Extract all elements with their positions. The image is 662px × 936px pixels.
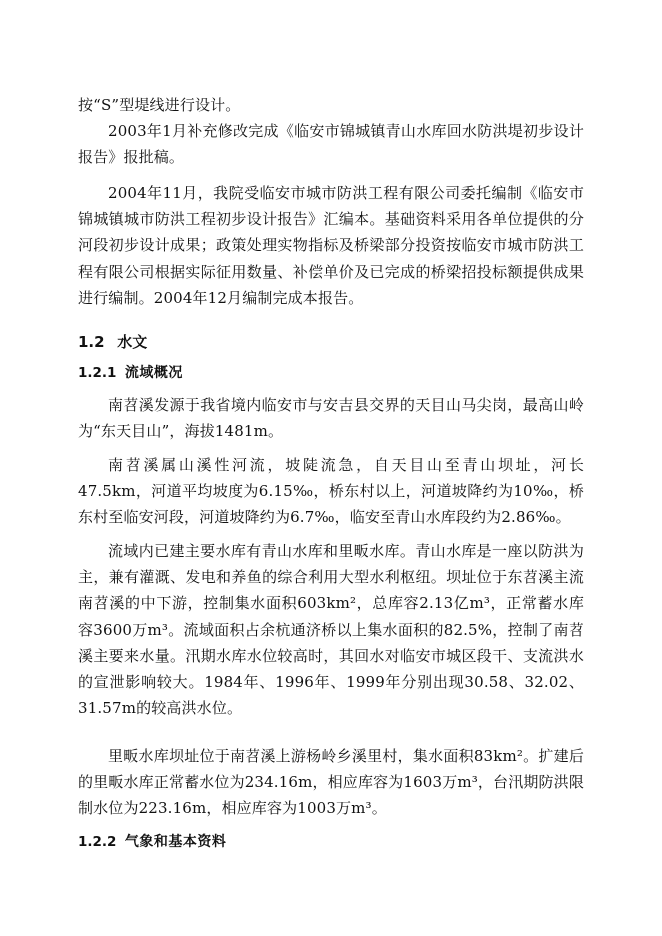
section-title: 水文	[117, 333, 148, 351]
subsection-title: 流域概况	[124, 365, 183, 381]
paragraph-lifan-reservoir: 里畈水库坝址位于南苕溪上游杨岭乡溪里村，集水面积83km²。扩建后的里畈水库正常蓄水位为234.16m，相应库容为1603万m³，台汛期防洪限制水位为223.16m，相应库容为1003万m³。	[78, 747, 584, 818]
section-number: 1.2	[78, 333, 105, 351]
paragraph-design-line: 按“S”型堤线进行设计。	[78, 96, 241, 114]
section-heading-hydrology	[78, 331, 147, 353]
paragraph-2004-report: 2004年11月，我院受临安市城市防洪工程有限公司委托编制《临安市锦城镇城市防洪工程初步设计报告》汇编本。基础资料采用各单位提供的分河段初步设计成果；政策处理实物指标及桥梁部分投资按临安市城市防洪工程有限公司根据实际征用数量、补偿单价及已完成的桥梁招投标额提供成果进行编制。2004年12月编制完成本报告。	[78, 184, 584, 307]
paragraph-2003-report: 2003年1月补充修改完成《临安市锦城镇青山水库回水防洪堤初步设计报告》报批稿。	[78, 122, 584, 167]
paragraph-source: 南苕溪发源于我省境内临安市与安吉县交界的天目山马尖岗，最高山岭为“东天目山”，海拔1481m。	[78, 396, 584, 441]
subsection-title: 气象和基本资料	[124, 834, 227, 850]
paragraph-reservoirs: 流域内已建主要水库有青山水库和里畈水库。青山水库是一座以防洪为主，兼有灌溉、发电和养鱼的综合利用大型水利枢纽。坝址位于东苕溪主流南苕溪的中下游，控制集水面积603km²，总库容2.13亿m³，正常蓄水库容3600万m³。流域面积占余杭通济桥以上集水面积的82.5%，控制了南苕溪主要来水量。汛期水库水位较高时，其回水对临安市城区段干、支流洪水的宣泄影响较大。1984年、1996年、1999年分别出现30.58、32.02、31.57m的较高洪水位。	[78, 542, 584, 718]
subsection-number: 1.2.2	[78, 834, 117, 850]
subsection-heading-basin-overview	[78, 362, 183, 384]
subsection-heading-meteorology	[78, 831, 226, 853]
paragraph-river-slope: 南苕溪属山溪性河流，坡陡流急，自天目山至青山坝址，河长47.5km，河道平均坡度为6.15‰，桥东村以上，河道坡降约为10‰，桥东村至临安河段，河道坡降约为6.7‰，临安至青山水库段约为2.86‰。	[78, 456, 584, 527]
subsection-number: 1.2.1	[78, 365, 117, 381]
